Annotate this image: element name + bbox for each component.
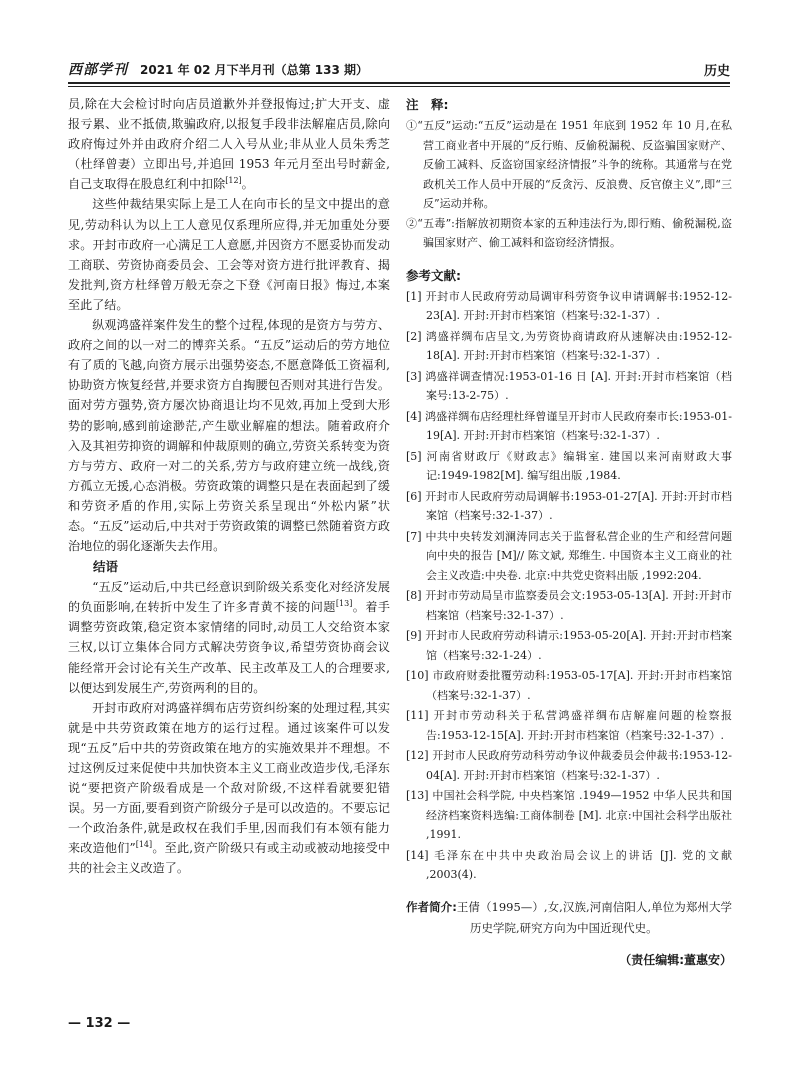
paragraph: 纵观鸿盛祥案件发生的整个过程,体现的是资方与劳方、政府之间的以一对二的博弈关系。“五反”运动后的劳方地位有了质的飞越,向资方展示出强势姿态,不愿意降低工资福利,协助资方恢复经营,并要求资方自掏腰包否则对其进行告发。面对劳方强势,资方屡次协商退让均不见效,再加上受到大形势的影响,感到前途渺茫,产生歇业解雇的想法。随着政府介入及其袒劳抑资的调解和仲裁原则的确立,劳资关系转变为资方与劳方、政府一对二的关系,劳方与政府建立统一战线,资方孤立无援,心态消极。劳资政策的调整只是在表面起到了缓和劳资矛盾的作用,实际上劳资关系呈现出“外松内紧”状态。“五反”运动后,中共对于劳资政策的调整已然随着资方政治地位的弱化逐渐失去作用。: [68, 318, 390, 554]
reference-item: [14] 毛泽东在中共中央政治局会议上的讲话 [J]. 党的文献 ,2003(4).: [406, 848, 732, 881]
reference-item: [11] 开封市劳动科关于私营鸿盛祥绸布店解雇问题的检察报告:1953-12-15[A]. 开封:开封市档案馆（档案号:32-1-37）.: [406, 709, 732, 742]
section-heading: 结语: [93, 559, 119, 575]
page-header: [68, 57, 730, 81]
author-bio: [406, 897, 732, 939]
reference-item: [9] 开封市人民政府劳动科请示:1953-05-20[A]. 开封:开封市档案馆（档案号:32-1-24）.: [406, 629, 732, 662]
reference-item: [6] 开封市人民政府劳动局调解书:1953-01-27[A]. 开封:开封市档案馆（档案号:32-1-37）.: [406, 489, 732, 522]
reference-item: [10] 市政府财委批覆劳动科:1953-05-17[A]. 开封:开封市档案馆（档案号:32-1-37）.: [406, 669, 732, 702]
reference-item: [2] 鸿盛祥绸布店呈文,为劳资协商请政府从速解决由:1952-12-18[A]. 开封:开封市档案馆（档案号:32-1-37）.: [406, 329, 732, 362]
reference-item: [3] 鸿盛祥调查情况:1953-01-16 日 [A]. 开封:开封市档案馆（档案号:13-2-75）.: [406, 369, 732, 402]
header-rule-thin: [68, 86, 730, 87]
citation: [12]: [225, 176, 242, 186]
reference-item: [1] 开封市人民政府劳动局调审科劳资争议申请调解书:1952-12-23[A]. 开封:开封市档案馆（档案号:32-1-37）.: [406, 289, 732, 322]
citation: [14]: [135, 840, 153, 850]
section-label: 历史: [703, 64, 730, 79]
journal-logo: 西部学刊: [68, 62, 128, 78]
reference-item: [4] 鸿盛祥绸布店经理杜绎曾谨呈开封市人民政府秦市长:1953-01-19[A]. 开封:开封市档案馆（档案号:32-1-37）.: [406, 409, 732, 442]
paragraph: 员,除在大会检讨时向店员道歉外并登报悔过;扩大开支、虚报亏累、业不抵债,欺骗政府,以报复手段非法解雇店员,除向政府悔过外并由政府介绍二人入号从业;非从业人员朱秀芝（杜绎曾妻）立即出号,并追回 1953 年元月至出号时薪金,自己支取得在股息红利中扣除[12]。: [68, 97, 390, 192]
reference-item: [5] 河南省财政厅《财政志》编辑室. 建国以来河南财政大事记:1949-1982[M]. 编写组出版 ,1984.: [406, 449, 732, 482]
page-number: — 132 —: [68, 1016, 131, 1031]
reference-item: [13] 中国社会科学院, 中央档案馆 .1949—1952 中华人民共和国经济档案资料选编:工商体制卷 [M]. 北京:中国社会科学出版社 ,1991.: [406, 789, 732, 841]
body-column-left: [68, 94, 390, 879]
paragraph: “五反”运动后,中共已经意识到阶级关系变化对经济发展的负面影响,在转折中发生了许多青黄不接的问题[13]。着手调整劳资政策,稳定资本家情绪的同时,动员工人交给资本家三权,以订立集体合同方式解决劳资争议,希望劳资协商会议能经常开会讨论有关生产改革、民主改革及工人的合理要求,以便达到发展生产,劳资两利的目的。: [68, 580, 390, 695]
citation: [13]: [335, 599, 353, 609]
notes-title: 注 释:: [406, 97, 449, 112]
author-label: 作者简介:: [406, 899, 457, 914]
paragraph: 这些仲裁结果实际上是工人在向市长的呈文中提出的意见,劳动科认为以上工人意见仅系理所应得,并无加重处分要求。开封市政府一心满足工人意愿,并因资方不愿妥协而发动工商联、劳资协商委员会、工会等对资方进行批评教育、揭发批判,资方杜绎曾万般无奈之下登《河南日报》悔过,本案至此了结。: [68, 197, 390, 312]
reference-item: [12] 开封市人民政府劳动科劳动争议仲裁委员会仲裁书:1953-12-04[A]. 开封:开封市档案馆（档案号:32-1-37）.: [406, 749, 732, 782]
reference-item: [7] 中共中央转发刘澜涛同志关于监督私营企业的生产和经营问题向中央的报告 [M]// 陈文斌, 郑维生. 中国资本主义工商业的社会主义改造:中央卷. 北京:中共党史资料出版 ,1992:204.: [406, 529, 732, 582]
references-title: 参考文献:: [406, 267, 461, 283]
reference-item: [8] 开封市劳动局呈市监察委员会文:1953-05-13[A]. 开封:开封市档案馆（档案号:32-1-37）.: [406, 589, 732, 622]
editor-credit: （责任编辑:董惠安）: [619, 953, 732, 967]
body-column-right: [406, 96, 732, 970]
paragraph: 开封市政府对鸿盛祥绸布店劳资纠纷案的处理过程,其实就是中共劳资政策在地方的运行过程。通过该案件可以发现“五反”后中共的劳资政策在地方的实施效果并不理想。不过这例反过来促使中共加快资本主义工商业改造步伐,毛泽东说“要把资产阶级看成是一个敌对阶级,不这样看就要犯错误。另一方面,要看到资产阶级分子是可以改造的。不要忘记一个政治条件,就是政权在我们手里,因而我们有本领有能力来改造他们”[14]。至此,资产阶级只有或主动或被动地接受中共的社会主义改造了。: [68, 700, 390, 876]
issue-label: 2021 年 02 月下半月刊（总第 133 期）: [140, 63, 369, 77]
note-item: ②“五毒”:指解放初期资本家的五种违法行为,即行贿、偷税漏税,盗骗国家财产、偷工减料和盗窃经济情报。: [406, 216, 732, 249]
note-item: ①“五反”运动:“五反”运动是在 1951 年底到 1952 年 10 月,在私营工商业者中开展的“反行贿、反偷税漏税、反盗骗国家财产、反偷工减料、反盗窃国家经济情报”斗争的统称。其通常与在党政机关工作人员中开展的“反贪污、反浪费、反官僚主义”,即“三反”运动并称。: [406, 119, 732, 210]
header-rule: [68, 82, 730, 84]
author-text: 王倩（1995—）,女,汉族,河南信阳人,单位为郑州大学历史学院,研究方向为中国近现代史。: [456, 899, 733, 935]
